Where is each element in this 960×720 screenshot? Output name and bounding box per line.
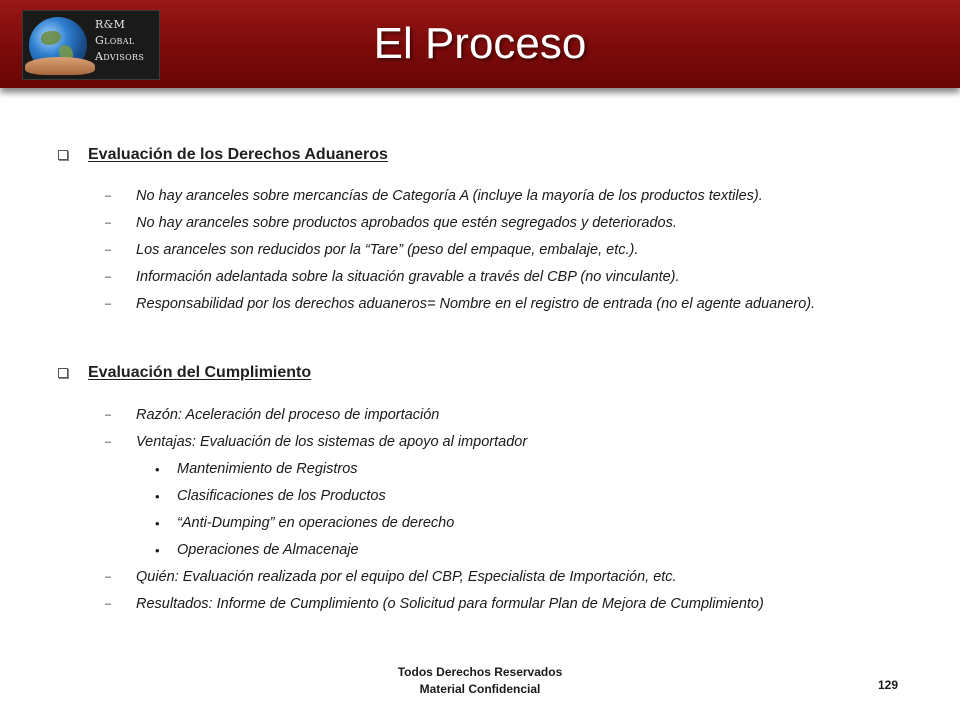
list-item: – Información adelantada sobre la situación gravable a través del CBP (no vinculante). <box>105 269 680 285</box>
list-item: – No hay aranceles sobre mercancías de Categoría A (incluye la mayoría de los productos textiles). <box>105 188 763 204</box>
footer-confidential: Material Confidencial <box>419 682 541 696</box>
section-heading-derechos: Evaluación de los Derechos Aduaneros <box>58 146 388 164</box>
footer-rights: Todos Derechos Reservados <box>397 665 563 679</box>
section-heading-cumplimiento: Evaluación del Cumplimiento <box>58 364 311 382</box>
sub-list-item: • Mantenimiento de Registros <box>155 461 358 477</box>
sub-list-item: • Clasificaciones de los Productos <box>155 488 386 504</box>
checkbox-bullet-icon <box>58 368 68 378</box>
logo-line-2: Global <box>95 34 135 47</box>
logo-line-3: Advisors <box>95 50 145 63</box>
page-title: El Proceso <box>373 19 587 68</box>
checkbox-bullet-icon <box>58 150 68 160</box>
list-item: – Resultados: Informe de Cumplimiento (o Solicitud para formular Plan de Mejora de Cumplimiento) <box>105 596 764 612</box>
page-number: 129 <box>878 678 899 692</box>
sub-list-item: • “Anti-Dumping” en operaciones de derecho <box>155 515 455 531</box>
footer <box>330 664 630 698</box>
list-item: – Razón: Aceleración del proceso de importación <box>105 407 440 423</box>
sub-list-item: • Operaciones de Almacenaje <box>155 542 359 558</box>
list-item: – Ventajas: Evaluación de los sistemas de apoyo al importador <box>105 434 528 450</box>
list-item: – Quién: Evaluación realizada por el equipo del CBP, Especialista de Importación, etc. <box>105 569 677 585</box>
list-item: – Responsabilidad por los derechos aduaneros= Nombre en el registro de entrada (no el agente aduanero). <box>105 296 816 312</box>
list-item: – Los aranceles son reducidos por la “Tare” (peso del empaque, embalaje, etc.). <box>105 242 639 258</box>
list-item: – No hay aranceles sobre productos aprobados que estén segregados y deteriorados. <box>105 215 677 231</box>
logo-line-1: R&M <box>95 18 126 31</box>
